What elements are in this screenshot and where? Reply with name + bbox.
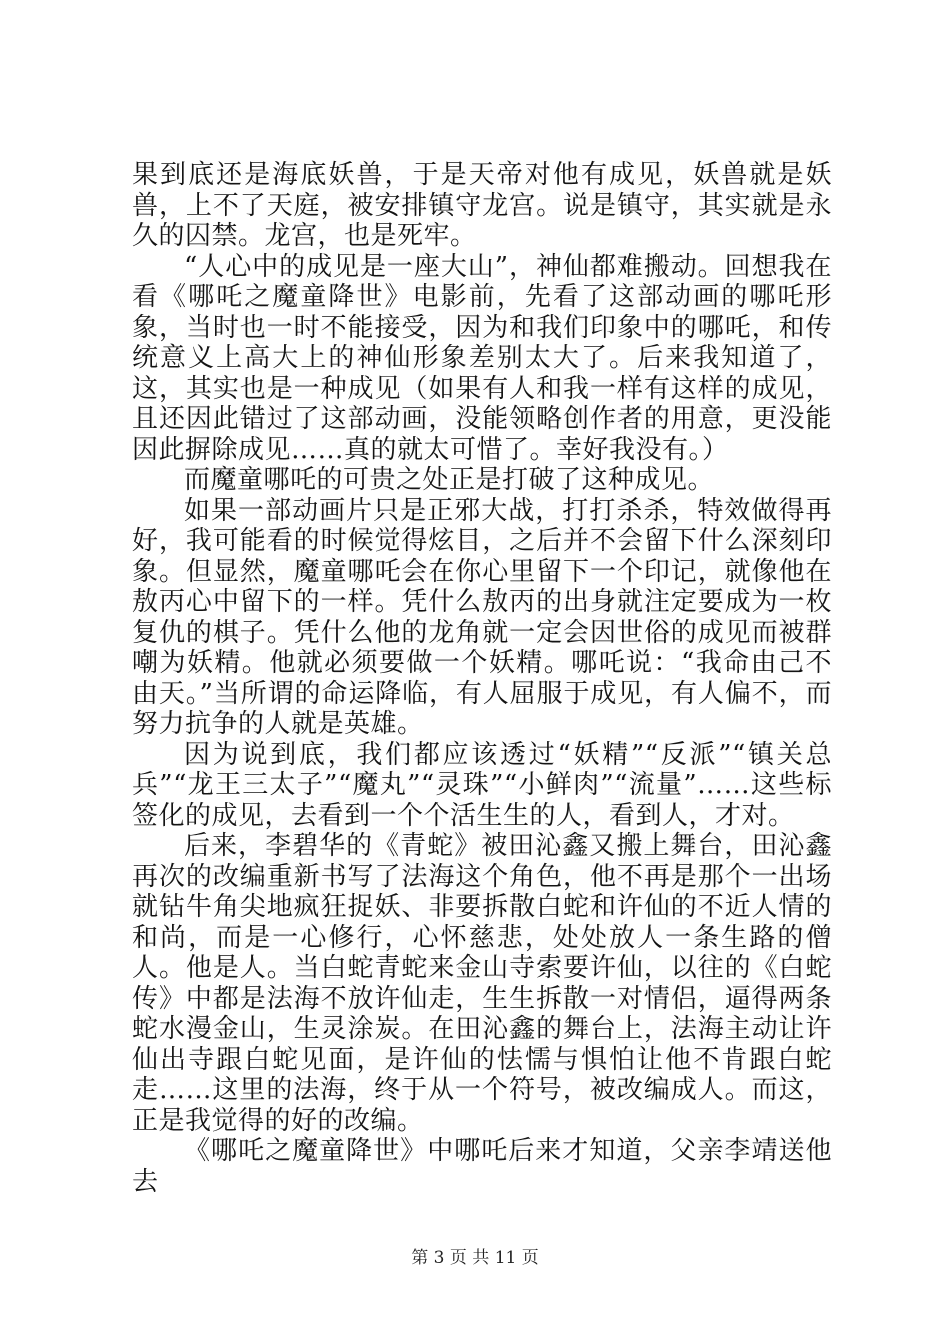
paragraph-5: 因为说到底，我们都应该透过“妖精”“反派”“镇关总兵”“龙王三太子”“魔丸”“灵珠”“小鲜肉”“流量”……这些标签化的成见，去看到一个个活生生的人，看到人，才对。 (132, 739, 832, 831)
paragraph-3: 而魔童哪吒的可贵之处正是打破了这种成见。 (184, 465, 715, 495)
paragraph-1: 果到底还是海底妖兽，于是天帝对他有成见，妖兽就是妖兽，上不了天庭，被安排镇守龙宫。说是镇守，其实就是永久的囚禁。龙宫，也是死牢。 (132, 160, 832, 251)
page-number-footer: 第 3 页 共 11 页 (411, 1248, 539, 1268)
paragraph-7: 《哪吒之魔童降世》中哪吒后来才知道，父亲李靖送他去 (132, 1136, 832, 1197)
body-text (132, 160, 832, 1197)
paragraph-4: 如果一部动画片只是正邪大战，打打杀杀，特效做得再好，我可能看的时候觉得炫目，之后并不会留下什么深刻印象。但显然，魔童哪吒会在你心里留下一个印记，就像他在敖丙心中留下的一样。凭什么敖丙的出身就注定要成为一枚复仇的棋子。凭什么他的龙角就一定会因世俗的成见而被群嘲为妖精。他就必须要做一个妖精。哪吒说：“我命由己不由天。”当所谓的命运降临，有人屈服于成见，有人偏不，而努力抗争的人就是英雄。 (132, 495, 832, 739)
paragraph-6: 后来，李碧华的《青蛇》被田沁鑫又搬上舞台，田沁鑫再次的改编重新书写了法海这个角色，他不再是那个一出场就钻牛角尖地疯狂捉妖、非要拆散白蛇和许仙的不近人情的和尚，而是一心修行，心怀慈悲，处处放人一条生路的僧人。他是人。当白蛇青蛇来金山寺索要许仙，以往的《白蛇传》中都是法海不放许仙走，生生拆散一对情侣，逼得两条蛇水漫金山，生灵涂炭。在田沁鑫的舞台上，法海主动让许仙出寺跟白蛇见面，是许仙的怯懦与惧怕让他不肯跟白蛇走……这里的法海，终于从一个符号，被改编成人。而这，正是我觉得的好的改编。 (132, 831, 832, 1136)
paragraph-2: “人心中的成见是一座大山”，神仙都难搬动。回想我在看《哪吒之魔童降世》电影前，先看了这部动画的哪吒形象，当时也一时不能接受，因为和我们印象中的哪吒，和传统意义上高大上的神仙形象差别太大了。后来我知道了，这，其实也是一种成见（如果有人和我一样有这样的成见，且还因此错过了这部动画，没能领略创作者的用意，更没能因此摒除成见……真的就太可惜了。幸好我没有。） (132, 251, 832, 465)
